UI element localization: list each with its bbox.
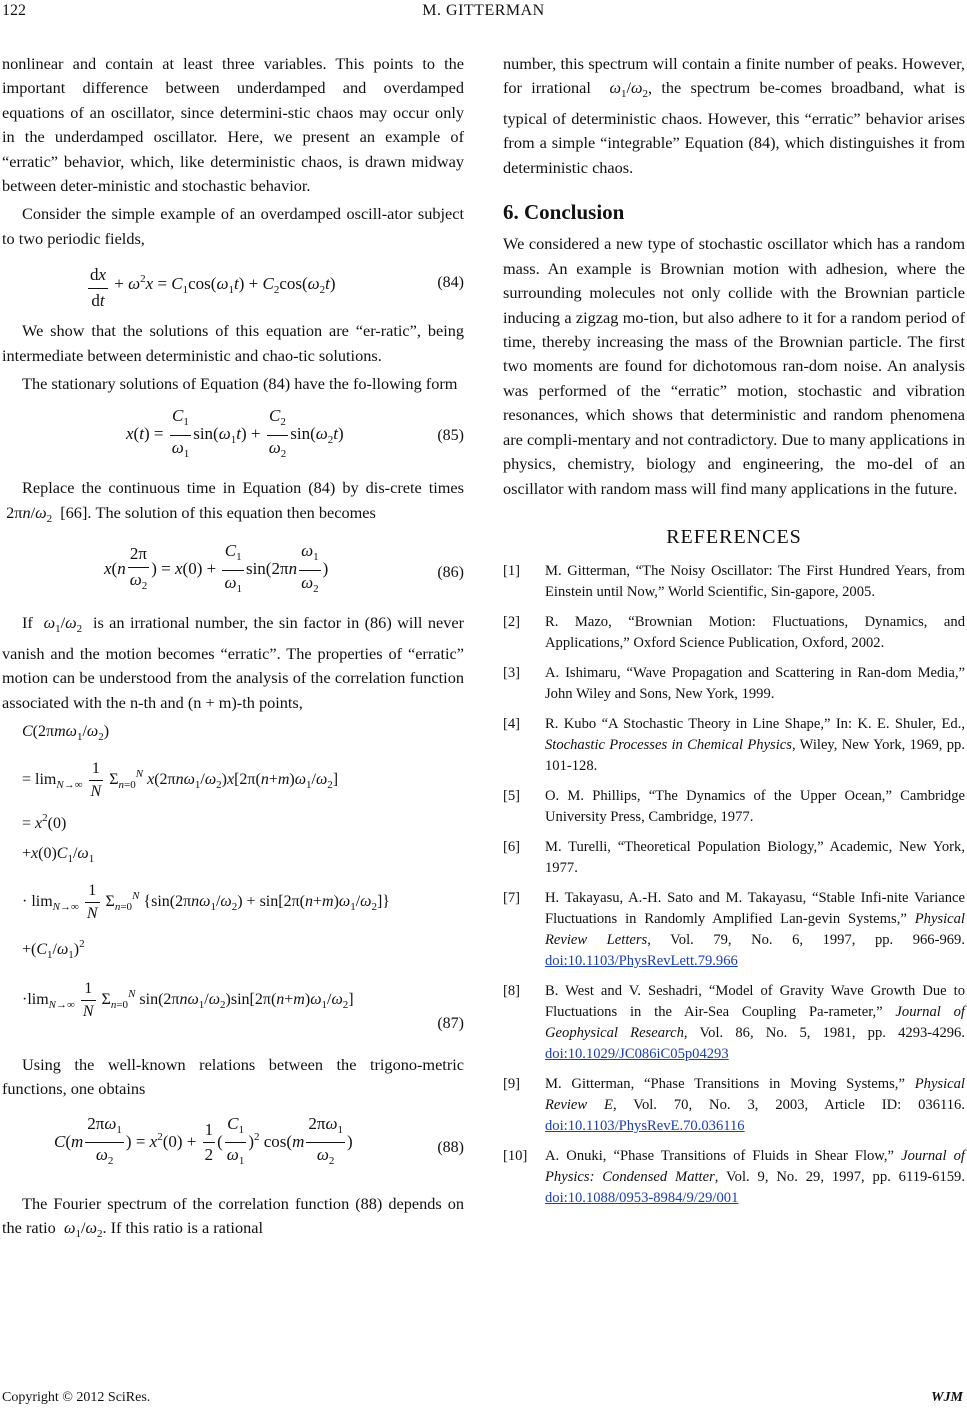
reference-text: A. Onuki, “Phase Transitions of Fluids in Shear Flow,” [545,1148,902,1165]
reference-number: [5] [503,788,521,805]
reference-text: B. West and V. Seshadri, “Model of Gravity Wave Growth Due to Fluctuations in the Air-Sea Coupling Pa-rameter,” [545,983,965,1021]
reference-number: [10] [503,1148,528,1165]
reference-item [503,663,965,705]
right-column [503,52,965,1218]
running-author: M. GITTERMAN [422,2,545,19]
reference-text: R. Kubo “A Stochastic Theory in Line Shape,” In: K. E. Shuler, Ed., [545,716,965,733]
copyright: Copyright © 2012 SciRes. [2,1390,151,1405]
doi-link[interactable]: doi:10.1103/PhysRevLett.79.966 [545,953,738,970]
reference-text: R. Mazo, “Brownian Motion: Fluctuations, Dynamics, and Applications,” Oxford Science Publication, Oxford, 2002. [545,614,965,652]
equation-number: (86) [437,564,464,582]
reference-number: [4] [503,716,521,733]
reference-journal: Journal of Physics: Condensed Matter [545,1148,965,1186]
reference-journal: Physical Review E [545,1076,965,1114]
reference-text: M. Gitterman, “The Noisy Oscillator: The First Hundred Years, from Einstein until Now,” World Scientific, Sin-gapore, 2005. [545,563,965,601]
equation-86: x(n $\frac{2\pi}{\omega_2}$ ) = x(0) + $\frac{C_1}{\omega_1}$ sin(2πn $\frac{\omega_1}{\omega_2}$ ) (86) [104,541,464,595]
paragraph: number, this spectrum will contain a finite number of peaks. However, for irrational $\omega_1/\omega_2$, the spectrum be-comes broadband, what is typical of deterministic chaos. However, this “erratic” behavior arises from a simple “integrable” Equation (84), which distinguishes it from deterministic chaos. [503,54,966,177]
reference-text: , Vol. 9, No. 29, 1997, pp. 6119-6159. [714,1169,965,1186]
reference-item [503,837,965,879]
reference-number: [9] [503,1076,521,1093]
equation-number: (85) [437,427,464,445]
reference-item [503,888,965,972]
reference-number: [2] [503,614,521,631]
equation-88: C(m $\frac{2\pi\omega_1}{\omega_2}$ ) = $x^2(0)$ + $\frac{1}{2}$ ( $\frac{C_1}{\omega_1}$ )$^2$ cos(m $\frac{2\pi\omega_1}{\omega_2}$ ) (88) [54,1113,464,1168]
section-title: 6. Conclusion [503,200,625,225]
reference-text: , Vol. 79, No. 6, 1997, pp. 966-969. [647,932,966,949]
reference-number: [8] [503,983,521,1000]
doi-link[interactable]: doi:10.1029/JC086iC05p04293 [545,1046,729,1063]
reference-journal: Journal of Geophysical Research [545,1004,965,1042]
doi-link[interactable]: doi:10.1088/0953-8984/9/29/001 [545,1190,739,1207]
equation-number: (84) [437,274,464,292]
reference-text: , Vol. 86, No. 5, 1981, pp. 4293-4296. [683,1025,965,1042]
reference-text: H. Takayasu, A.-H. Sato and M. Takayasu, “Stable Infi-nite Variance Fluctuations in Randomly Amplified Lan-gevin Systems,” [545,890,965,928]
page-footer [0,1390,967,1412]
reference-item [503,981,965,1065]
equation-number: (88) [437,1138,464,1156]
paragraph: We show that the solutions of this equation are “er-ratic”, being intermediate between deterministic and chao-tic solutions. [2,321,464,365]
reference-item [503,786,965,828]
reference-text: O. M. Phillips, “The Dynamics of the Upper Ocean,” Cambridge University Press, Cambridge, 1977. [545,788,965,826]
reference-journal: Physical Review Letters [545,911,965,949]
reference-item [503,714,965,777]
equation-84: $\frac{dx}{dt}$ + $\omega^2x = C_1\cos(\omega_1t) + C_2\cos(\omega_2t)$ (84) [90,265,464,310]
equation-number: (87) [437,1014,464,1032]
paragraph: The Fourier spectrum of the correlation function (88) depends on the ratio $\omega_1/\omega_2$. If this ratio is a rational [2,1193,464,1241]
journal-abbrev: WJM [931,1390,963,1405]
reference-item [503,612,965,654]
paragraph: Using the well-known relations between the trigono-metric functions, one obtains [2,1054,464,1099]
reference-text: M. Gitterman, “Phase Transitions in Moving Systems,” [545,1076,915,1093]
reference-text: A. Ishimaru, “Wave Propagation and Scattering in Ran-dom Media,” John Wiley and Sons, New York, 1999. [545,665,965,703]
reference-item [503,1146,965,1209]
doi-link[interactable]: doi:10.1103/PhysRevE.70.036116 [545,1118,745,1135]
paragraph: If $\omega_1/\omega_2$ is an irrational number, the sin factor in (86) will never vanish and the motion becomes “erratic”. The properties of “erratic” motion can be understood from the analysis of the correlation function associated with the n-th and (n + m)-th points, [2,613,464,712]
reference-number: [1] [503,563,521,580]
equation-85: x(t) = $\frac{C_1}{\omega_1}$ $\sin(\omega_1t)$ + $\frac{C_2}{\omega_2}$ $\sin(\omega_2t)$ (85) [126,406,464,460]
reference-item [503,561,965,603]
paragraph: Replace the continuous time in Equation (84) by dis-crete times $2\pi n/\omega_2$ [66]. The solution of this equation then becomes [2,478,464,525]
paragraph: nonlinear and contain at least three variables. This points to the important difference between underdamped and overdamped equations of an oscillator, since determini-stic chaos may occur only in the underdamped oscillator. Here, we present an example of “erratic” behavior, which, like deterministic chaos, is drawn midway between deter-ministic and stochastic behavior. [2,54,464,196]
reference-text: , Wiley, New York, 1969, pp. 101-128. [545,737,965,775]
paragraph: Consider the simple example of an overdamped oscill-ator subject to two periodic fields, [2,204,464,248]
reference-item [503,1074,965,1137]
reference-journal: Stochastic Processes in Chemical Physics [545,737,792,754]
page-number: 122 [2,2,26,19]
left-column [2,52,464,1247]
reference-number: [6] [503,839,521,856]
reference-text: M. Turelli, “Theoretical Population Biology,” Academic, New York, 1977. [545,839,965,877]
reference-text: , Vol. 70, No. 3, 2003, Article ID: 036116. [612,1097,965,1114]
conclusion-paragraph: We considered a new type of stochastic oscillator which has a random mass. An example is Brownian motion with adhesion, where the surrounding molecules not only collide with the Brownian particle inducing a zigzag mo-tion, but also adhere to it for a random period of time, thereby increasing the mass of the Brownian particle. The first two moments are found for dichotomous ran-dom noise. An analysis was performed of the “erratic” motion, stochastic and vibration resonances, which shows that deterministic and random phenomena are compli-mentary and not contradictory. Due to many applications in physics, chemistry, biology and engineering, the mo-del of an oscillator with random mass will find many applications in the future. [503,234,965,498]
references-title: REFERENCES [666,525,802,548]
reference-list [503,561,965,1209]
reference-number: [3] [503,665,521,682]
paragraph: The stationary solutions of Equation (84) have the fo-llowing form [22,374,458,394]
equation-87: $C(2\pi m\omega_1/\omega_2)$ = $\lim_{N\to\infty}$ $\frac{1}{N}$ $\Sigma_{n=0}^N$ $x(2\pi n\omega_1/\omega_2)x[2\pi(n+m)\omega_1/\omega_2]$ = $x^2(0)$ $+x(0)C_1/\omega_1$ · $\lim_{N\to\infty}$ $\frac{1}{N}$ $\Sigma_{n=0}^N$ $\{\sin(2\pi n\omega_1/\omega_2) + \sin[2\pi(n+m)\omega_1/\omega_2]\}$ $+(C_1/\omega_1)^2$ $\cdot\lim_{N\to\infty}$ $\frac{1}{N}$ $\Sigma_{n=0}^N$ $\sin(2\pi n\omega_1/\omega_2)\sin[2\pi(n+m)\omega_1/\omega_2]$ (87) [2,721,464,1053]
reference-number: [7] [503,890,521,907]
running-head [0,2,967,24]
